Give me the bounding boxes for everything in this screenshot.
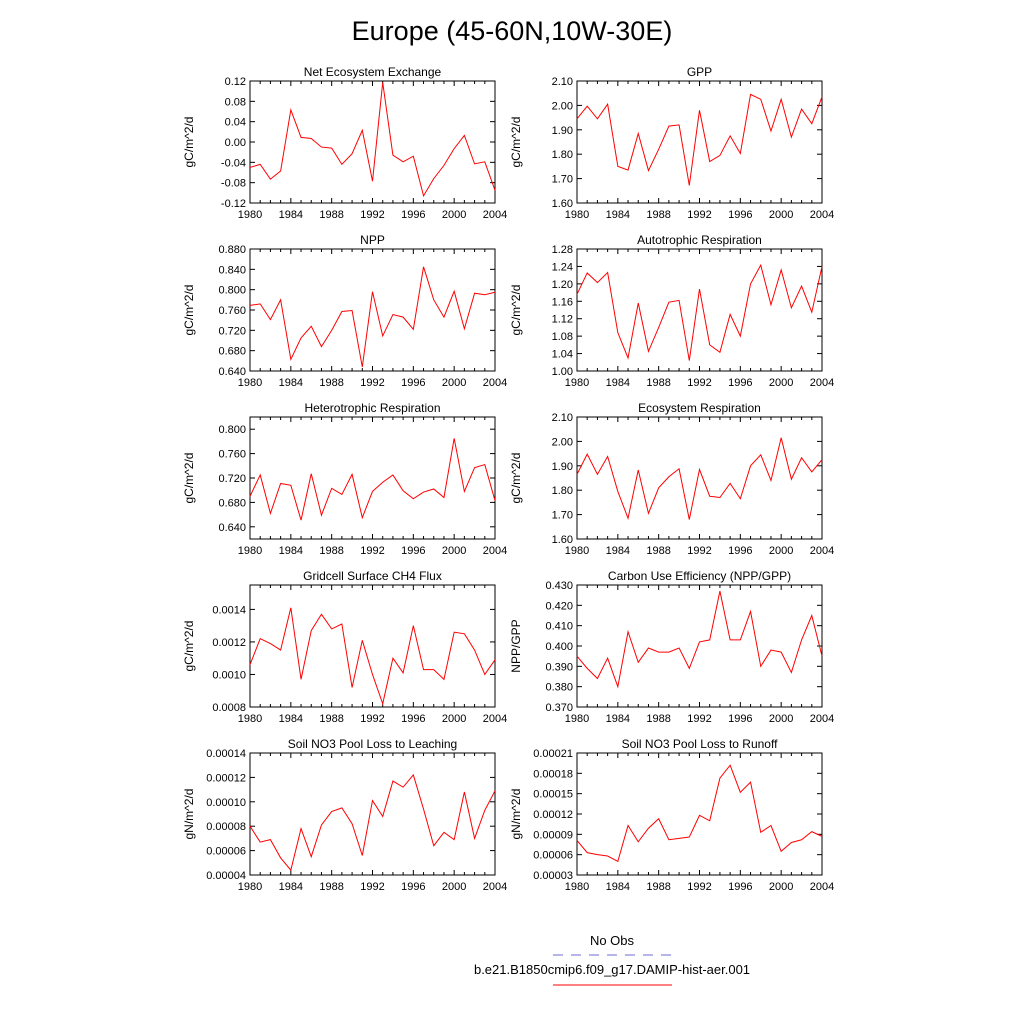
series-line-ecosystem-respiration xyxy=(577,438,822,520)
panel-npp xyxy=(182,233,507,389)
x-tick-label: 1996 xyxy=(728,377,753,389)
x-tick-label: 1980 xyxy=(237,713,263,725)
y-tick-label: -0.08 xyxy=(220,177,246,190)
x-tick-label: 1984 xyxy=(605,209,631,221)
series-line-soil-no3-pool-loss-to-runoff xyxy=(577,765,822,861)
x-tick-label: 1980 xyxy=(564,209,590,221)
x-tick-label: 1984 xyxy=(278,545,304,557)
y-tick-label: 1.60 xyxy=(551,534,573,546)
y-tick-label: 0.760 xyxy=(218,305,246,317)
x-tick-label: 1996 xyxy=(728,713,753,725)
y-tick-label: 0.420 xyxy=(545,600,573,613)
y-tick-label: 0.390 xyxy=(545,661,573,674)
y-tick-label: 0.380 xyxy=(545,681,573,694)
y-tick-label: 1.80 xyxy=(551,485,573,498)
x-tick-label: 1992 xyxy=(687,209,712,221)
panel-gpp xyxy=(509,65,834,221)
y-axis-label: gC/m^2/d xyxy=(182,452,196,504)
plot-frame xyxy=(250,753,495,875)
y-tick-label: 0.00018 xyxy=(533,768,573,781)
y-axis-label: gC/m^2/d xyxy=(509,284,523,336)
x-tick-label: 1988 xyxy=(646,881,671,893)
x-tick-label: 2000 xyxy=(768,209,794,221)
x-tick-label: 1992 xyxy=(360,713,385,725)
y-tick-label: 0.410 xyxy=(545,620,573,633)
y-tick-label: 0.00021 xyxy=(533,748,573,760)
y-tick-label: 0.00006 xyxy=(206,845,246,858)
y-tick-label: 0.680 xyxy=(218,497,246,510)
y-tick-label: 0.640 xyxy=(218,521,246,534)
x-tick-label: 1992 xyxy=(360,377,385,389)
y-tick-label: 1.90 xyxy=(551,460,573,473)
y-tick-label: 0.840 xyxy=(218,264,246,277)
y-tick-label: 0.680 xyxy=(218,345,246,358)
x-tick-label: 2004 xyxy=(482,209,508,221)
x-tick-label: 1996 xyxy=(401,881,426,893)
panel-heterotrophic-respiration xyxy=(182,401,507,557)
x-tick-label: 1996 xyxy=(728,209,753,221)
x-tick-label: 2004 xyxy=(482,881,508,893)
panel-title: Net Ecosystem Exchange xyxy=(303,65,442,79)
y-tick-label: 0.720 xyxy=(218,325,246,338)
y-tick-label: 0.430 xyxy=(545,580,573,592)
series-line-heterotrophic-respiration xyxy=(250,438,495,520)
legend xyxy=(474,933,750,985)
x-tick-label: 1996 xyxy=(728,881,753,893)
x-tick-label: 1988 xyxy=(319,377,344,389)
x-tick-label: 1980 xyxy=(564,377,590,389)
series-line-gpp xyxy=(577,94,822,185)
y-tick-label: 0.00010 xyxy=(206,796,246,809)
y-tick-label: -0.04 xyxy=(220,157,246,170)
y-axis-label: gC/m^2/d xyxy=(182,620,196,672)
x-tick-label: 1992 xyxy=(687,545,712,557)
panel-title: Autotrophic Respiration xyxy=(637,233,762,247)
panel-title: Ecosystem Respiration xyxy=(638,401,761,415)
y-tick-label: 0.00 xyxy=(224,137,246,149)
x-tick-label: 1992 xyxy=(687,377,712,389)
y-axis-label: gC/m^2/d xyxy=(509,452,523,504)
y-tick-label: 0.880 xyxy=(218,244,246,256)
y-tick-label: 0.00003 xyxy=(533,870,573,882)
x-tick-label: 1992 xyxy=(687,713,712,725)
x-tick-label: 1988 xyxy=(319,545,344,557)
y-tick-label: 2.10 xyxy=(551,412,573,424)
legend-obs-label: No Obs xyxy=(589,933,635,948)
panel-title: NPP xyxy=(360,233,385,247)
panel-title: Carbon Use Efficiency (NPP/GPP) xyxy=(607,569,792,583)
panel-title: Heterotrophic Respiration xyxy=(304,401,441,415)
legend-model-label: b.e21.B1850cmip6.f09_g17.DAMIP-hist-aer.001 xyxy=(473,962,751,977)
y-tick-label: 1.20 xyxy=(551,278,573,291)
x-tick-label: 2004 xyxy=(809,209,835,221)
y-tick-label: 1.70 xyxy=(551,173,573,186)
x-tick-label: 1988 xyxy=(319,713,344,725)
y-tick-label: 0.400 xyxy=(545,641,573,653)
x-tick-label: 2000 xyxy=(441,881,467,893)
y-axis-label: gN/m^2/d xyxy=(182,788,196,840)
y-tick-label: 1.80 xyxy=(551,149,573,162)
plot-frame xyxy=(577,753,822,875)
x-tick-label: 2000 xyxy=(768,881,794,893)
y-tick-label: 1.70 xyxy=(551,509,573,522)
x-tick-label: 1984 xyxy=(605,881,631,893)
y-tick-label: 0.00015 xyxy=(533,788,573,801)
x-tick-label: 1996 xyxy=(401,209,426,221)
x-tick-label: 1988 xyxy=(646,377,671,389)
plot-frame xyxy=(250,585,495,707)
y-tick-label: 0.760 xyxy=(218,448,246,461)
y-tick-label: 0.0010 xyxy=(212,669,246,682)
x-tick-label: 1980 xyxy=(237,377,263,389)
y-tick-label: 0.00009 xyxy=(533,829,573,842)
y-tick-label: 0.08 xyxy=(224,96,246,109)
y-tick-label: 2.00 xyxy=(551,100,573,113)
panel-title: GPP xyxy=(686,65,713,79)
x-tick-label: 1996 xyxy=(401,545,426,557)
series-line-net-ecosystem-exchange xyxy=(250,83,495,196)
x-tick-label: 1988 xyxy=(646,209,671,221)
x-tick-label: 2000 xyxy=(441,545,467,557)
x-tick-label: 1996 xyxy=(401,377,426,389)
x-tick-label: 1984 xyxy=(278,377,304,389)
x-tick-label: 1988 xyxy=(319,209,344,221)
panel-net-ecosystem-exchange xyxy=(182,65,507,221)
y-tick-label: 0.00012 xyxy=(206,772,246,785)
panel-title: Soil NO3 Pool Loss to Runoff xyxy=(621,737,778,751)
x-tick-label: 1984 xyxy=(278,713,304,725)
y-tick-label: 0.0012 xyxy=(212,636,246,649)
x-tick-label: 1992 xyxy=(687,881,712,893)
y-tick-label: 0.00004 xyxy=(206,870,246,882)
plot-frame xyxy=(250,249,495,371)
y-tick-label: 2.00 xyxy=(551,436,573,449)
y-tick-label: 0.00014 xyxy=(206,748,246,760)
y-axis-label: gC/m^2/d xyxy=(509,116,523,168)
panel-soil-no3-pool-loss-to-runoff xyxy=(509,737,834,893)
series-line-soil-no3-pool-loss-to-leaching xyxy=(250,775,495,870)
x-tick-label: 1980 xyxy=(237,545,263,557)
x-tick-label: 2000 xyxy=(441,713,467,725)
series-line-autotrophic-respiration xyxy=(577,265,822,360)
x-tick-label: 2004 xyxy=(482,377,508,389)
series-line-gridcell-surface-ch4-flux xyxy=(250,608,495,704)
y-tick-label: 0.04 xyxy=(224,116,246,129)
y-tick-label: 0.640 xyxy=(218,366,246,378)
y-tick-label: 0.0008 xyxy=(212,702,246,714)
y-tick-label: 1.12 xyxy=(551,313,573,326)
y-axis-label: gC/m^2/d xyxy=(182,284,196,336)
x-tick-label: 2004 xyxy=(809,377,835,389)
y-tick-label: 2.10 xyxy=(551,76,573,88)
x-tick-label: 1984 xyxy=(278,209,304,221)
y-tick-label: 1.28 xyxy=(551,244,573,256)
x-tick-label: 1984 xyxy=(605,377,631,389)
x-tick-label: 2004 xyxy=(809,881,835,893)
x-tick-label: 2000 xyxy=(768,545,794,557)
panel-carbon-use-efficiency-npp-gpp xyxy=(509,569,834,725)
panel-soil-no3-pool-loss-to-leaching xyxy=(182,737,507,893)
y-tick-label: 0.720 xyxy=(218,473,246,485)
y-tick-label: 0.00008 xyxy=(206,821,246,834)
series-line-carbon-use-efficiency-npp-gpp xyxy=(577,591,822,687)
series-line-npp xyxy=(250,267,495,367)
x-tick-label: 2004 xyxy=(482,713,508,725)
x-tick-label: 1992 xyxy=(360,545,385,557)
panel-gridcell-surface-ch4-flux xyxy=(182,569,507,725)
y-tick-label: 0.0014 xyxy=(212,604,246,617)
x-tick-label: 1988 xyxy=(319,881,344,893)
x-tick-label: 1996 xyxy=(401,713,426,725)
y-tick-label: 1.60 xyxy=(551,198,573,210)
y-axis-label: gC/m^2/d xyxy=(182,116,196,168)
x-tick-label: 1980 xyxy=(564,545,590,557)
y-tick-label: 1.04 xyxy=(551,348,573,361)
x-tick-label: 1984 xyxy=(605,713,631,725)
x-tick-label: 2000 xyxy=(768,377,794,389)
x-tick-label: 2000 xyxy=(441,209,467,221)
x-tick-label: 1980 xyxy=(237,209,263,221)
panel-ecosystem-respiration xyxy=(509,401,834,557)
x-tick-label: 1984 xyxy=(605,545,631,557)
y-axis-label: gN/m^2/d xyxy=(509,788,523,840)
x-tick-label: 1980 xyxy=(564,881,590,893)
y-tick-label: 1.16 xyxy=(551,296,573,309)
x-tick-label: 1996 xyxy=(728,545,753,557)
x-tick-label: 1992 xyxy=(360,209,385,221)
plot-frame xyxy=(250,81,495,203)
y-tick-label: 0.12 xyxy=(224,76,246,88)
plot-frame xyxy=(577,585,822,707)
x-tick-label: 1980 xyxy=(237,881,263,893)
panel-autotrophic-respiration xyxy=(509,233,834,389)
x-tick-label: 2000 xyxy=(768,713,794,725)
x-tick-label: 1988 xyxy=(646,713,671,725)
y-tick-label: 0.370 xyxy=(545,702,573,714)
x-tick-label: 1988 xyxy=(646,545,671,557)
y-tick-label: 1.00 xyxy=(551,366,573,378)
y-tick-label: -0.12 xyxy=(220,198,246,210)
y-tick-label: 1.08 xyxy=(551,331,573,344)
x-tick-label: 2004 xyxy=(809,713,835,725)
y-tick-label: 0.00012 xyxy=(533,809,573,821)
y-tick-label: 1.24 xyxy=(551,261,573,274)
x-tick-label: 1980 xyxy=(564,713,590,725)
x-tick-label: 2004 xyxy=(482,545,508,557)
panel-title: Soil NO3 Pool Loss to Leaching xyxy=(287,737,458,751)
y-tick-label: 0.00006 xyxy=(533,849,573,862)
x-tick-label: 2000 xyxy=(441,377,467,389)
panel-title: Gridcell Surface CH4 Flux xyxy=(303,569,442,583)
y-tick-label: 1.90 xyxy=(551,124,573,137)
panels-group xyxy=(182,65,834,893)
x-tick-label: 1992 xyxy=(360,881,385,893)
figure-title: Europe (45-60N,10W-30E) xyxy=(351,16,673,46)
x-tick-label: 2004 xyxy=(809,545,835,557)
plot-frame xyxy=(250,417,495,539)
x-tick-label: 1984 xyxy=(278,881,304,893)
y-tick-label: 0.800 xyxy=(218,284,246,297)
y-tick-label: 0.800 xyxy=(218,424,246,437)
y-axis-label: NPP/GPP xyxy=(509,619,523,673)
